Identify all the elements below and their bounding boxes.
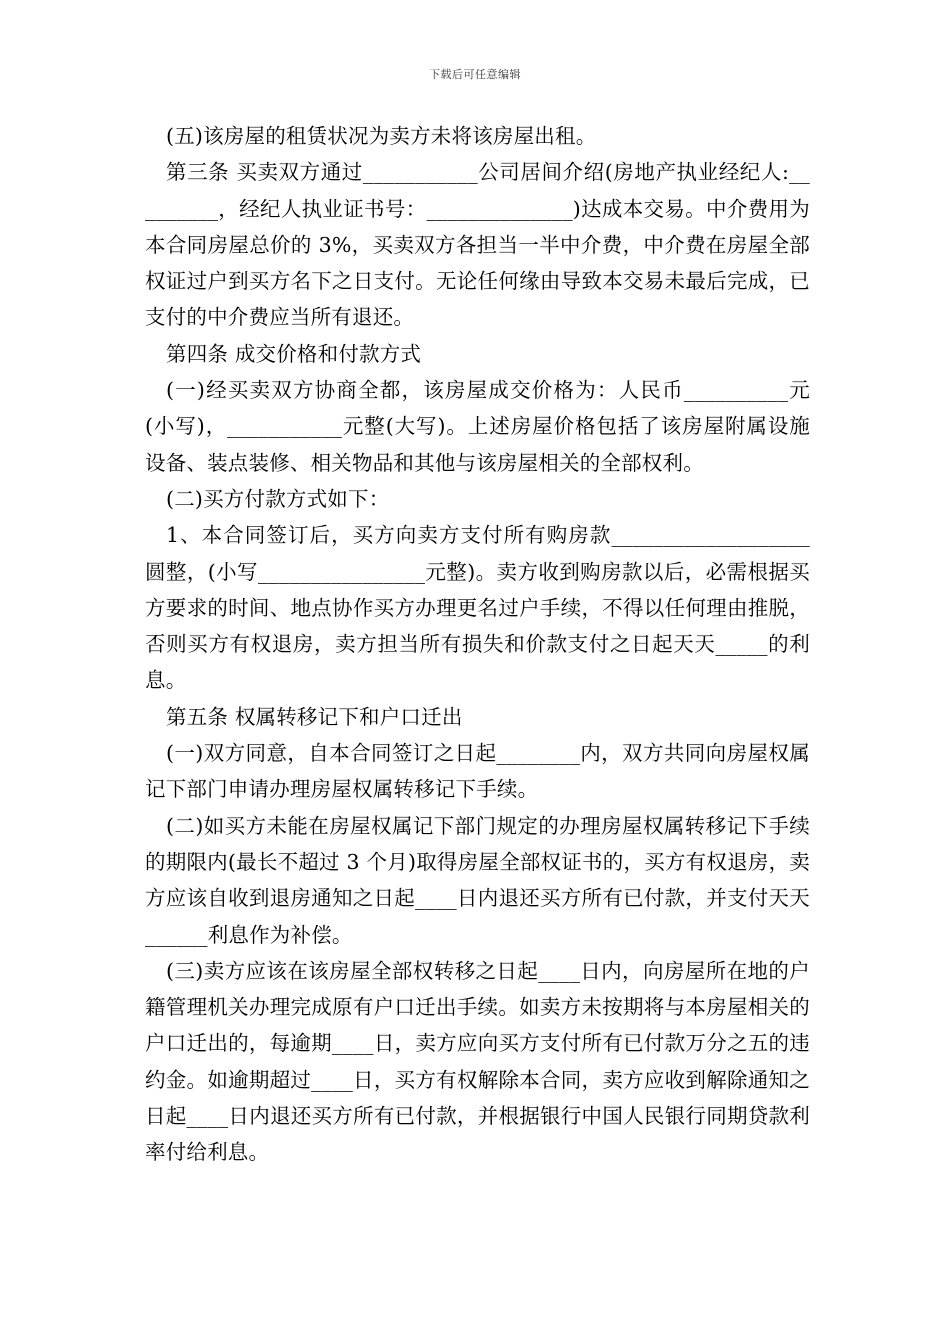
document-body <box>145 118 810 1171</box>
page-header: 下载后可任意编辑 <box>429 68 521 81</box>
paragraph-payment-method: (二)买方付款方式如下： <box>166 486 390 511</box>
heading-article-4: 第四条 成交价格和付款方式 <box>166 341 422 366</box>
paragraph-lease-status: (五)该房屋的租赁状况为卖方未将该房屋出租。 <box>166 124 597 148</box>
paragraph-payment-item-1: 1、本合同签订后，买方向卖方支付所有购房款___________________圆整，(小写________________元整)。卖方收到购房款以后，必需根据买方要求的时间、地点协作买方办理更名过户手续，不得以任何理由推脱，否则买方有权退房，卖方担当所有损失和价款支付之日起天天_____的利息。 <box>145 523 810 693</box>
heading-article-5: 第五条 权属转移记下和户口迁出 <box>166 704 463 729</box>
paragraph-household-registration: (三)卖方应该在该房屋全部权转移之日起____日内，向房屋所在地的户籍管理机关办理完成原有户口迁出手续。如卖方未按期将与本房屋相关的户口迁出的，每逾期____日，卖方应向买方支付所有已付款万分之五的违约金。如逾期超过____日，买方有权解除本合同，卖方应收到解除通知之日起____日内退还买方所有已付款，并根据银行中国人民银行同期贷款利率付给利息。 <box>145 958 810 1165</box>
paragraph-refund-clause: (二)如买方未能在房屋权属记下部门规定的办理房屋权属转移记下手续的期限内(最长不超过 3 个月)取得房屋全部权证书的，买方有权退房，卖方应该自收到退房通知之日起____日内退还买方所有已付款，并支付天天______利息作为补偿。 <box>145 813 810 947</box>
paragraph-article-3: 第三条 买卖双方通过___________公司居间介绍(房地产执业经纪人:_________，经纪人执业证书号：______________)达成本交易。中介费用为本合同房屋总价的 3%，买卖双方各担当一半中介费，中介费在房屋全部权证过户到买方名下之日支付。无论任何缘由导致本交易未最后完成，已支付的中介费应当所有退还。 <box>145 160 810 330</box>
paragraph-registration: (一)双方同意，自本合同签订之日起________内，双方共同向房屋权属记下部门申请办理房屋权属转移记下手续。 <box>145 741 810 802</box>
paragraph-transaction-price: (一)经买卖双方协商全都，该房屋成交价格为：人民币__________元(小写)，___________元整(大写)。上述房屋价格包括了该房屋附属设施设备、装点装修、相关物品和其他与该房屋相关的全部权利。 <box>145 378 810 475</box>
